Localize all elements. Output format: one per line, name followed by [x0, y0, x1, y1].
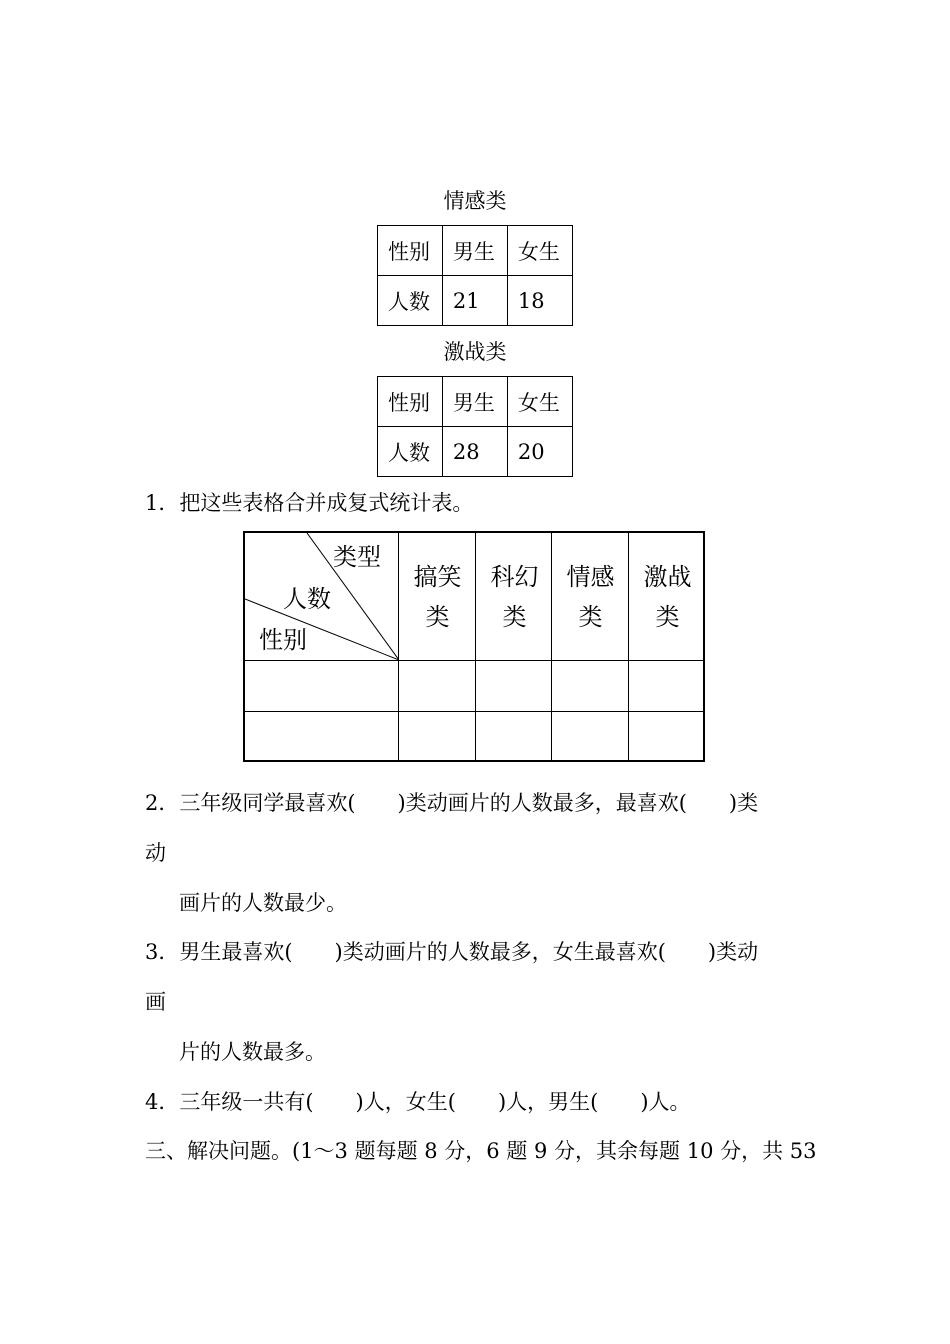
question-3-line-2: 画: [145, 990, 166, 1014]
compound-statistics-table: [243, 531, 705, 762]
corner-label-gender: 性别: [259, 626, 307, 654]
table-row: [378, 377, 573, 427]
row-divider: [245, 711, 703, 712]
column-header-line: 类: [655, 602, 680, 631]
question-3-line-1: 3．男生最喜欢( )类动画片的人数最多，女生最喜欢( )类动: [145, 940, 759, 964]
table-cell: 人数: [378, 276, 443, 326]
column-header-line: 类: [578, 602, 603, 631]
question-2-line-3: 画片的人数最少。: [179, 891, 347, 915]
table-caption-battle: 激战类: [443, 340, 507, 364]
corner-label-type: 类型: [333, 543, 381, 571]
table-cell: 20: [507, 427, 572, 477]
question-2-line-1: 2．三年级同学最喜欢( )类动画片的人数最多，最喜欢( )类: [145, 791, 759, 815]
table-battle: [377, 376, 573, 477]
table-emotion: [377, 225, 573, 326]
table-row: [378, 226, 573, 276]
table-cell: 性别: [378, 226, 443, 276]
table-caption-emotion: 情感类: [443, 189, 507, 213]
section-3-heading: 三、解决问题。(1～3 题每题 8 分，6 题 9 分，其余每题 10 分，共 53: [145, 1139, 817, 1163]
column-header-emotion: [552, 533, 629, 660]
table-cell: 女生: [507, 377, 572, 427]
table-row: [378, 427, 573, 477]
table-cell: 男生: [442, 377, 507, 427]
column-header-line: 类: [425, 602, 450, 631]
question-1: 1．把这些表格合并成复式统计表。: [145, 491, 474, 515]
column-header-battle: [629, 533, 706, 660]
column-header-line: 类: [502, 602, 527, 631]
table-cell: 性别: [378, 377, 443, 427]
table-cell: 人数: [378, 427, 443, 477]
question-4: 4．三年级一共有( )人，女生( )人，男生( )人。: [145, 1090, 691, 1114]
column-header-line: 情感: [566, 562, 615, 591]
table-cell: 男生: [442, 226, 507, 276]
question-3-line-3: 片的人数最多。: [179, 1040, 326, 1064]
column-header-scifi: [476, 533, 553, 660]
column-header-line: 科幻: [490, 562, 539, 591]
column-header-line: 搞笑: [413, 562, 462, 591]
table-cell: 28: [442, 427, 507, 477]
column-header-comedy: [399, 533, 476, 660]
table-cell: 21: [442, 276, 507, 326]
row-divider: [245, 660, 703, 661]
table-cell: 女生: [507, 226, 572, 276]
table-cell: 18: [507, 276, 572, 326]
table-row: [378, 276, 573, 326]
question-2-line-2: 动: [145, 841, 166, 865]
column-header-line: 激战: [643, 562, 692, 591]
corner-label-count: 人数: [283, 585, 331, 613]
